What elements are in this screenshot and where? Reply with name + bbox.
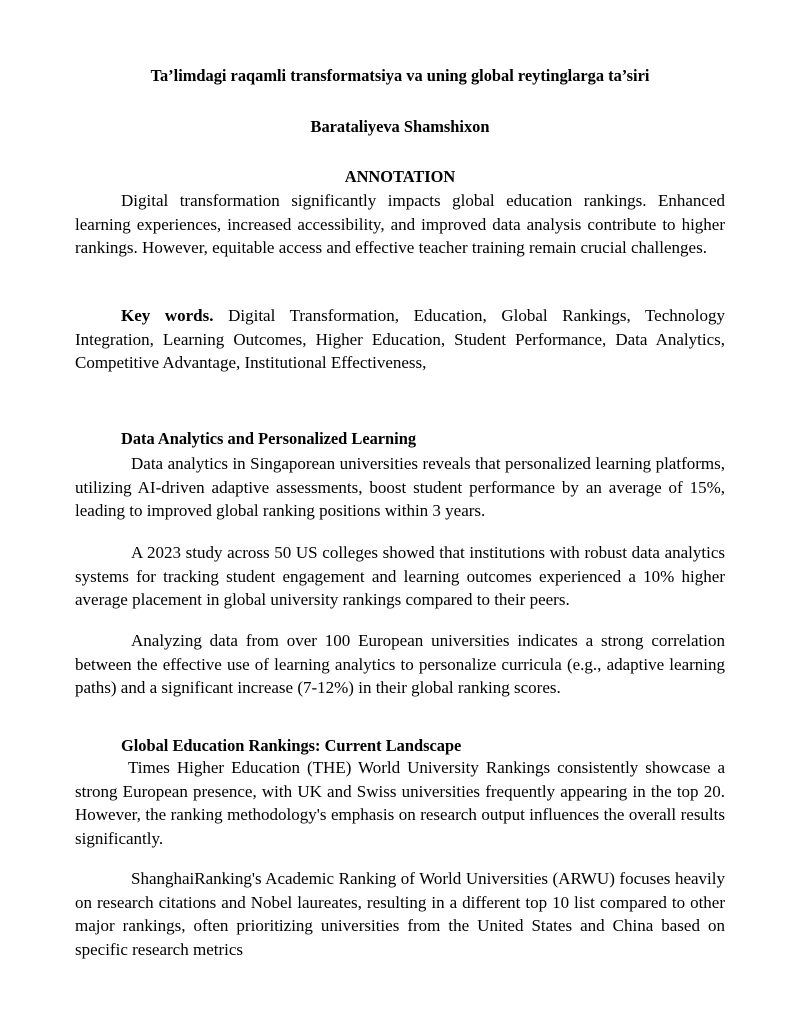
section-heading-global-rankings: Global Education Rankings: Current Landscape	[121, 736, 462, 755]
section-2-paragraph-1: Times Higher Education (THE) World University Rankings consistently showcase a strong European presence, with UK and Swiss universities frequently appearing in the top 20. However, the ranking methodology's emphasis on research output influences the overall results significantly.	[75, 758, 725, 848]
keywords-label: Key words.	[121, 306, 214, 325]
keywords-text: Digital Transformation, Education, Global Rankings, Technology Integration, Learning Outcomes, Higher Education, Student Performance, Data Analytics, Competitive Advantage, Institutional Effectiveness,	[75, 306, 725, 372]
paper-title: Ta’limdagi raqamli transformatsiya va uning global reytinglarga ta’siri	[150, 66, 650, 85]
author-name: Barataliyeva Shamshixon	[310, 117, 490, 136]
section-1-paragraph-1: Data analytics in Singaporean universities reveals that personalized learning platforms, utilizing AI-driven adaptive assessments, boost student performance by an average of 15%, leading to improved global ranking positions within 3 years.	[75, 454, 725, 520]
section-1-paragraph-2: A 2023 study across 50 US colleges showed that institutions with robust data analytics systems for tracking student engagement and learning outcomes experienced a 10% higher average placement in global university rankings compared to their peers.	[75, 543, 725, 609]
section-1-paragraph-3: Analyzing data from over 100 European universities indicates a strong correlation between the effective use of learning analytics to personalize curricula (e.g., adaptive learning paths) and a significant increase (7-12%) in their global ranking scores.	[75, 631, 725, 697]
keywords-paragraph	[75, 304, 725, 375]
annotation-paragraph: Digital transformation significantly impacts global education rankings. Enhanced learning experiences, increased accessibility, and improved data analysis contribute to higher rankings. However, equitable access and effective teacher training remain crucial challenges.	[75, 191, 725, 257]
annotation-heading: ANNOTATION	[344, 167, 456, 186]
section-heading-data-analytics: Data Analytics and Personalized Learning	[121, 429, 417, 448]
section-2-paragraph-2: ShanghaiRanking's Academic Ranking of World Universities (ARWU) focuses heavily on research citations and Nobel laureates, resulting in a different top 10 list compared to other major rankings, often prioritizing universities from the United States and China based on specific research metrics	[75, 869, 725, 959]
